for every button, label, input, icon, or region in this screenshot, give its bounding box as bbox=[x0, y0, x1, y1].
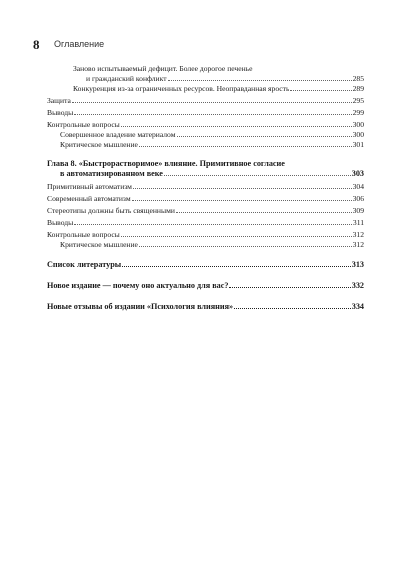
toc-entry-title: Новые отзывы об издании «Психология влияния» bbox=[47, 302, 234, 311]
dot-leader bbox=[133, 188, 352, 189]
toc-entry-title: Совершенное владение материалом bbox=[60, 130, 176, 139]
toc-entry-title: Конкуренция из-за ограниченных ресурсов. Неоправданная ярость bbox=[73, 84, 290, 93]
toc-entry[interactable] bbox=[47, 120, 364, 130]
toc-entry[interactable] bbox=[47, 108, 364, 118]
toc-entry-bibliography[interactable] bbox=[47, 260, 364, 270]
toc-page-number: 295 bbox=[352, 96, 364, 105]
toc-page-number: 304 bbox=[352, 182, 364, 191]
toc-entry-title: Критическое мышление bbox=[60, 240, 138, 249]
toc-entry-title: Защита bbox=[47, 96, 71, 105]
toc-entry-new-edition[interactable] bbox=[47, 281, 364, 291]
toc-entry-title: Стереотипы должны быть священными bbox=[47, 206, 175, 215]
toc-chapter[interactable] bbox=[47, 159, 364, 179]
toc-page-number: 306 bbox=[352, 194, 364, 203]
dot-leader bbox=[139, 246, 352, 247]
dot-leader bbox=[290, 90, 351, 91]
toc-page-number: 289 bbox=[352, 84, 364, 93]
toc-page-number: 299 bbox=[352, 108, 364, 117]
toc-entry-title: Новое издание — почему оно актуально для вас? bbox=[47, 281, 229, 290]
toc-entry-title-line1: Заново испытываемый дефицит. Более дорогое печенье bbox=[73, 64, 253, 73]
toc-entry[interactable] bbox=[47, 96, 364, 106]
dot-leader bbox=[132, 200, 352, 201]
toc-page-number: 309 bbox=[352, 206, 364, 215]
toc-entry[interactable] bbox=[47, 140, 364, 150]
dot-leader bbox=[74, 224, 352, 225]
dot-leader bbox=[234, 308, 351, 309]
running-title: Оглавление bbox=[54, 39, 105, 49]
toc-page-number: 300 bbox=[352, 130, 364, 139]
toc-entry[interactable] bbox=[47, 182, 364, 192]
dot-leader bbox=[122, 266, 351, 267]
toc-page-number: 334 bbox=[351, 302, 364, 311]
dot-leader bbox=[74, 114, 351, 115]
toc-entry-title: Примитивный автоматизм bbox=[47, 182, 132, 191]
dot-leader bbox=[139, 146, 352, 147]
toc-entry[interactable] bbox=[47, 218, 364, 228]
toc-entry-title: Выводы bbox=[47, 218, 74, 227]
toc-page-number: 332 bbox=[351, 281, 364, 290]
dot-leader bbox=[121, 126, 352, 127]
toc-page-number: 312 bbox=[352, 230, 364, 239]
toc-page-number: 285 bbox=[352, 74, 364, 83]
toc-entry[interactable] bbox=[47, 130, 364, 140]
toc-page-number: 311 bbox=[352, 218, 364, 227]
chapter-title-line2: в автоматизированном веке bbox=[60, 169, 163, 178]
toc-entry-title: Выводы bbox=[47, 108, 74, 117]
toc-entry-title: Контрольные вопросы bbox=[47, 120, 120, 129]
toc-entry[interactable] bbox=[47, 84, 364, 94]
dot-leader bbox=[72, 102, 352, 103]
dot-leader bbox=[176, 212, 352, 213]
toc-entry-title: Современный автоматизм bbox=[47, 194, 131, 203]
toc-entry-title-line2: и гражданский конфликт bbox=[86, 74, 167, 83]
toc-page-number: 300 bbox=[352, 120, 364, 129]
toc-page-number: 313 bbox=[351, 260, 364, 269]
toc-entry-title: Контрольные вопросы bbox=[47, 230, 120, 239]
dot-leader bbox=[177, 136, 352, 137]
dot-leader bbox=[164, 175, 351, 176]
toc-entry-title: Критическое мышление bbox=[60, 140, 138, 149]
toc-entry-new-reviews[interactable] bbox=[47, 302, 364, 312]
toc-page-number: 301 bbox=[352, 140, 364, 149]
toc-entry[interactable] bbox=[47, 206, 364, 216]
table-of-contents bbox=[47, 64, 364, 312]
toc-page-number: 312 bbox=[352, 240, 364, 249]
dot-leader bbox=[168, 80, 352, 81]
toc-entry[interactable] bbox=[47, 64, 364, 84]
toc-entry[interactable] bbox=[47, 230, 364, 240]
toc-entry[interactable] bbox=[47, 240, 364, 250]
toc-entry-title: Список литературы bbox=[47, 260, 122, 269]
page-header bbox=[33, 38, 363, 52]
page-number: 8 bbox=[33, 37, 40, 52]
dot-leader bbox=[121, 236, 352, 237]
dot-leader bbox=[229, 287, 350, 288]
chapter-title-line1: Глава 8. «Быстрорастворимое» влияние. Примитивное согласие bbox=[47, 159, 285, 168]
toc-entry[interactable] bbox=[47, 194, 364, 204]
toc-page-number: 303 bbox=[351, 169, 364, 178]
